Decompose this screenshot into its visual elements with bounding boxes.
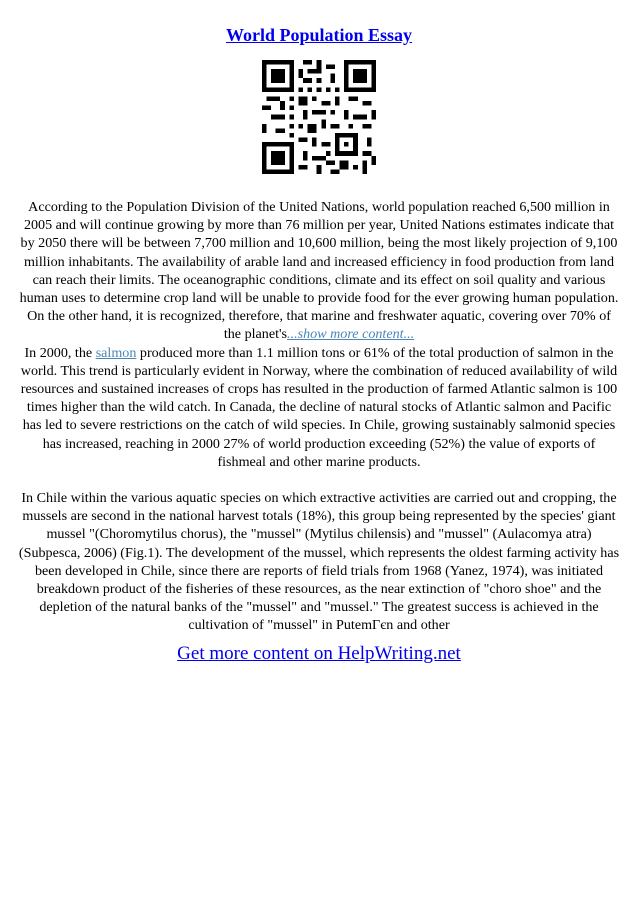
paragraph-3: In Chile within the various aquatic species on which extractive activities are carried out and cropping, the mussels are second in the national harvest totals (18%), this group being represented by the species' giant mussel "(Choromytilus chorus), the "mussel" (Mytilus chilensis) and "mussel" (Aulacomya atra) (Subpesca, 2006) (Fig.1). The development of the mussel, which represents the oldest farming activity has been developed in Chile, since there are reports of field trials from 1968 (Yanez, 1974), was initiated breakdown product of the fisheries of these resources, as the near extinction of "choro shoe" and the depletion of the natural banks of the "mussel" and "mussel." The greatest success is achieved in the cultivation of "mussel" in PutemГєn and other — [18, 490, 620, 634]
essay-title-link[interactable]: World Population Essay — [225, 25, 413, 45]
get-more-content-link[interactable]: Get more content on HelpWriting.net — [177, 643, 461, 664]
show-more-link[interactable]: ...show more content... — [287, 326, 415, 343]
essay-title-container — [0, 24, 638, 46]
cta-container — [0, 642, 638, 666]
essay-body — [18, 198, 620, 635]
paragraph-2-start: In 2000, the — [24, 344, 96, 361]
paragraph-2-rest: produced more than 1.1 million tons or 61% of the total production of salmon in the world. This trend is particularly evident in Norway, where the combination of reduced availability of wild resources and sustained increases of crops has resulted in the production of farmed Atlantic salmon is 100 times higher than the wild catch. In Canada, the decline of natural stocks of Atlantic salmon and Pacific has led to severe restrictions on the catch of wild species. In Chile, growing sustainably salmonid species has increased, reaching in 2000 27% of world production exceeding (52%) the value of exports of fishmeal and other marine products. — [20, 344, 618, 470]
paragraph-1-text: According to the Population Division of the United Nations, world population reached 6,500 million in 2005 and will continue growing by more than 76 million per year, United Nations estimates indicate that by 2050 there will be between 7,700 million and 10,600 million, being the most likely projection of 9,100 million inhabitants. The availability of arable land and increased efficiency in food production from land can reach their limits. The oceanographic conditions, climate and its effect on soil quality and various human uses to determine crop land will be unable to provide food for the ever growing human population. On the other hand, it is recognized, therefore, that marine and freshwater aquatic, covering over 70% of the planet's — [19, 199, 619, 343]
qr-code-icon — [262, 60, 376, 174]
paragraph-1 — [18, 198, 620, 344]
salmon-link[interactable]: salmon — [95, 344, 137, 361]
paragraph-2 — [18, 344, 620, 471]
